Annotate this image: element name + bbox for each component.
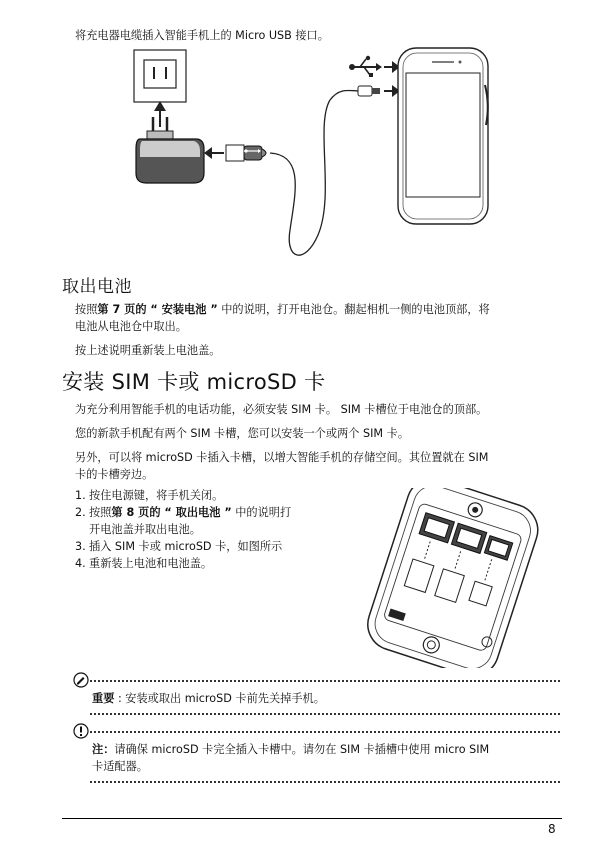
section-title-install-sim: 安装 SIM 卡或 microSD 卡 xyxy=(62,370,326,394)
install-sim-paragraph-1: 为充分利用智能手机的电话功能，必须安装 SIM 卡。 SIM 卡槽位于电池仓的顶部。 xyxy=(75,403,488,416)
caution-note: 注：请确保 microSD 卡完全插入卡槽中。请勿在 SIM 卡插槽中使用 micro SIM 卡适配器。 xyxy=(92,743,490,773)
remove-battery-paragraph-1: 按照第 7 页的 “ 安装电池 ” 中的说明，打开电池仓。翻起相机一侧的电池顶部，将 电池从电池仓中取出。 xyxy=(75,303,490,333)
note-label: 重要 xyxy=(92,692,115,705)
list-item: 3. 插入 SIM 卡或 microSD 卡，如图所示 xyxy=(75,540,283,553)
charging-illustration xyxy=(120,45,500,270)
page-reference: 第 7 页的 “ 安装电池 ” xyxy=(97,303,218,316)
page-number: 8 xyxy=(548,822,556,836)
cable xyxy=(270,90,360,255)
note-divider-bottom xyxy=(90,781,560,783)
remove-battery-paragraph-2: 按上述说明重新装上电池盖。 xyxy=(75,344,221,357)
note-divider-top xyxy=(90,731,560,733)
usb-symbol-icon xyxy=(349,56,382,77)
steps-list xyxy=(75,487,319,572)
pencil-note-icon xyxy=(73,672,89,688)
note-divider-bottom xyxy=(90,713,560,715)
list-item: 1. 按住电源键，将手机关闭。 xyxy=(75,489,224,502)
phone-back-illustration xyxy=(345,488,560,668)
wall-outlet xyxy=(134,50,186,102)
list-item: 4. 重新装上电池和电池盖。 xyxy=(75,557,213,570)
phone-front xyxy=(398,48,488,224)
warning-icon xyxy=(73,723,89,739)
charger-adapter xyxy=(136,117,204,183)
footer-rule xyxy=(62,818,562,819)
micro-usb-plug xyxy=(358,86,380,96)
list-item: 2. 按照第 8 页的 “ 取出电池 ” 中的说明打 开电池盖并取出电池。 xyxy=(75,506,292,536)
intro-text: 将充电器电缆插入智能手机上的 Micro USB 接口。 xyxy=(75,29,329,42)
important-note: 重要 : 安装或取出 microSD 卡前先关掉手机。 xyxy=(92,692,325,705)
note-label: 注： xyxy=(92,743,115,756)
arrow-up-icon xyxy=(154,101,166,127)
usb-plug xyxy=(226,145,266,161)
note-divider-top xyxy=(90,680,560,682)
arrow-left-icon xyxy=(204,147,224,159)
section-title-remove-battery: 取出电池 xyxy=(62,277,132,297)
install-sim-paragraph-2: 您的新款手机配有两个 SIM 卡槽，您可以安装一个或两个 SIM 卡。 xyxy=(75,427,410,440)
install-sim-paragraph-3: 另外，可以将 microSD 卡插入卡槽，以增大智能手机的存储空间。其位置就在 SIM 卡的卡槽旁边。 xyxy=(75,451,489,481)
